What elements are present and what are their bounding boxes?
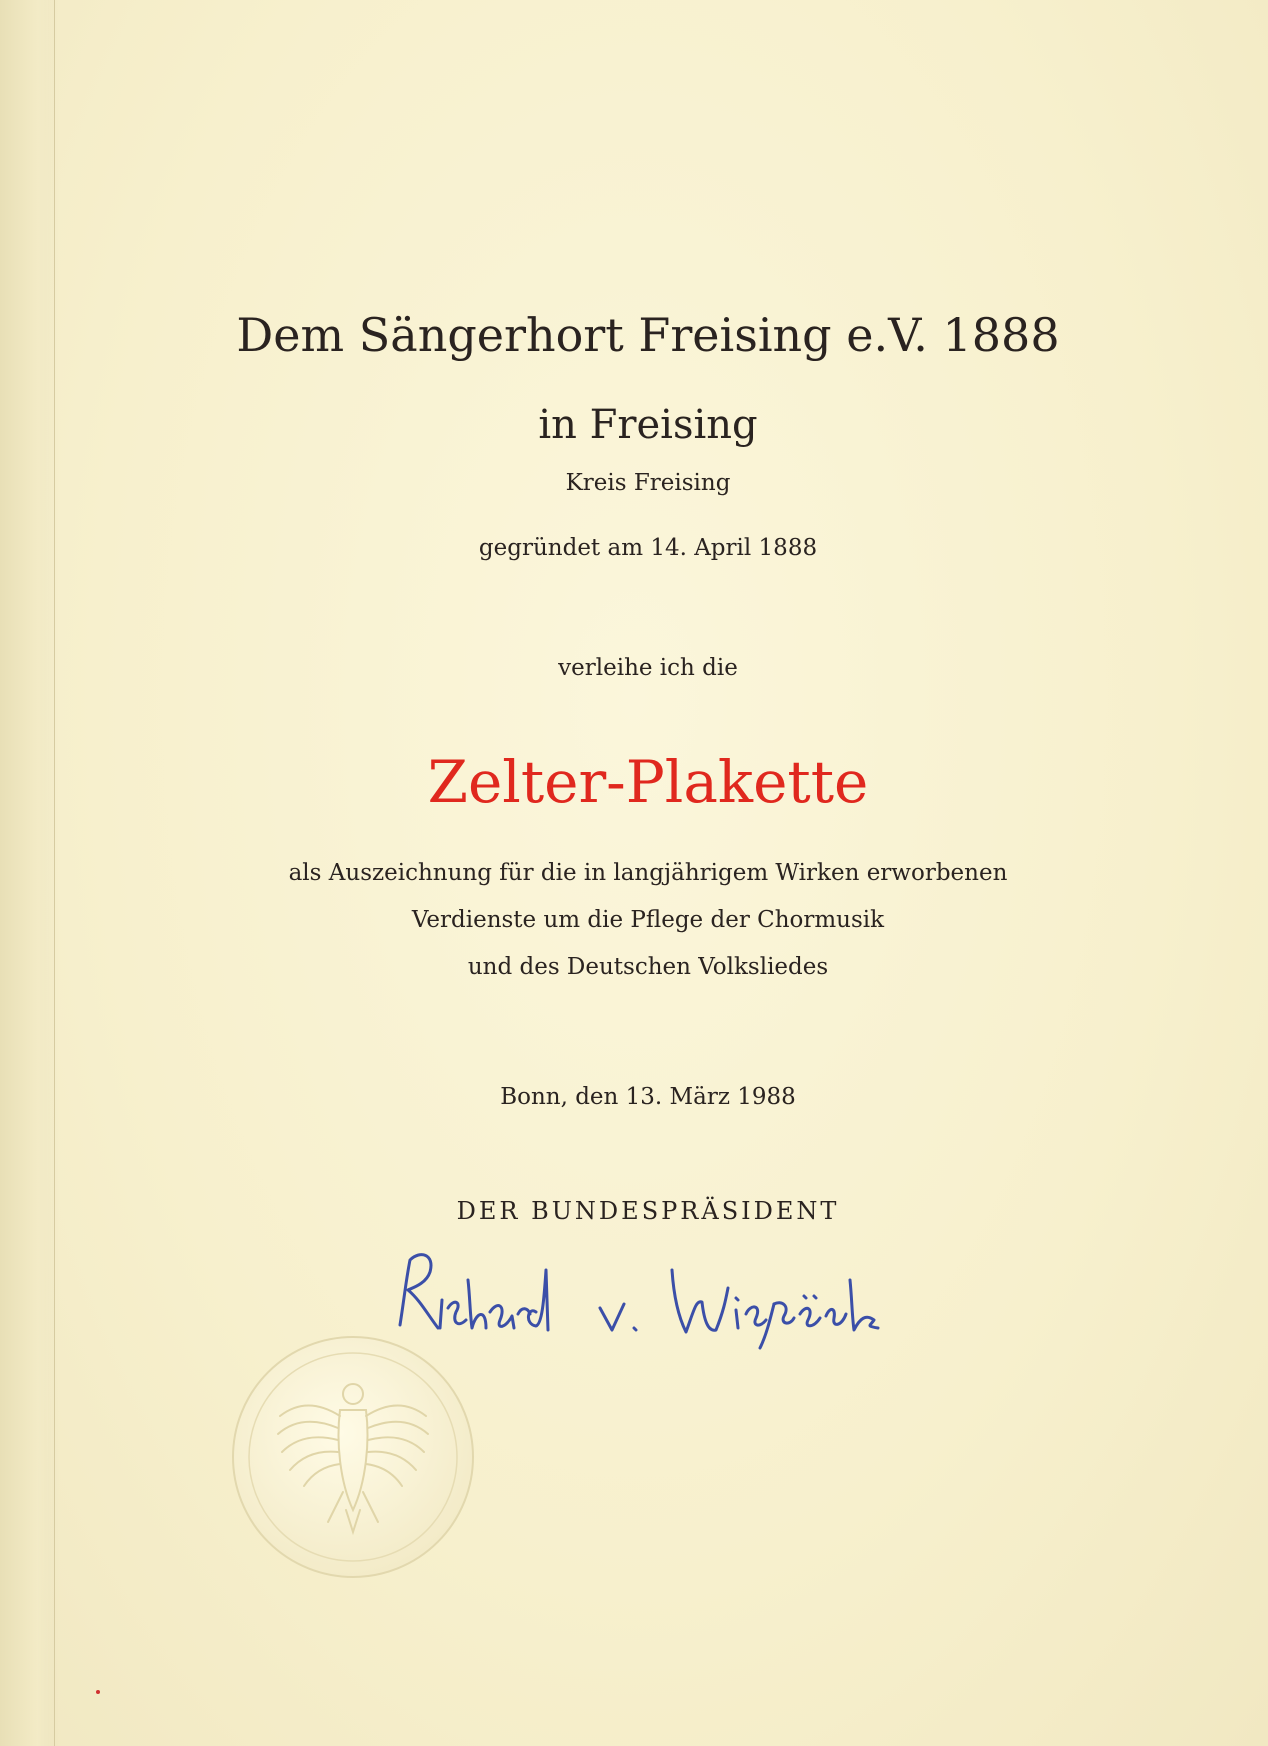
red-speck: [96, 1690, 100, 1694]
embossed-eagle-seal-icon: [228, 1332, 478, 1582]
certificate-page: Dem Sängerhort Freising e.V. 1888 in Freising Kreis Freising gegründet am 14. April 1888 verleihe ich die Zelter-Plakette als Auszeichnung für die in langjährigem Wirken erworbenen Verdienste um die Pflege der Chormusik und des Deutschen Volksliedes Bonn, den 13. März 1988 DER BUNDESPRÄSIDENT: [0, 0, 1268, 1746]
binding-edge: [0, 0, 55, 1746]
